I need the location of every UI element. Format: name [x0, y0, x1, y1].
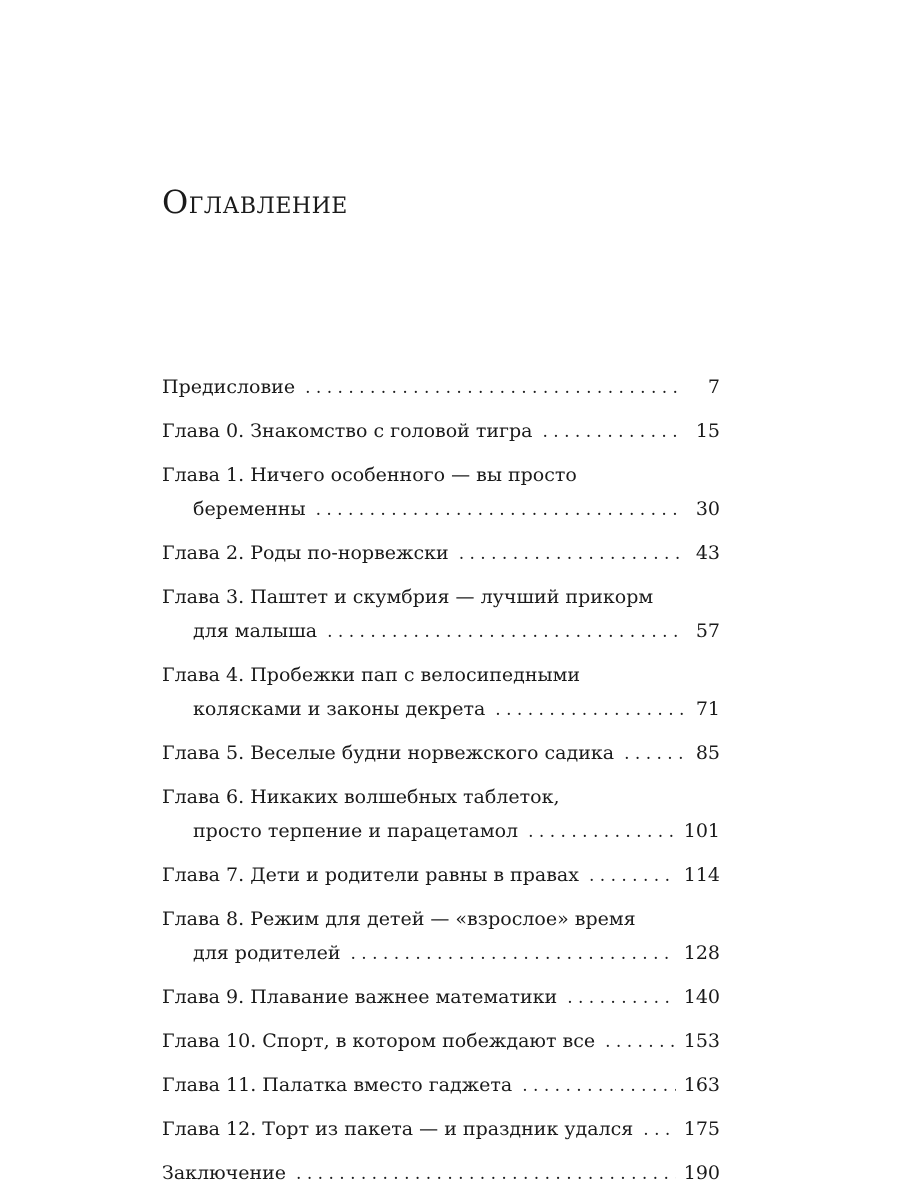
toc-entry-title: Глава 10. Спорт, в котором побеждают все [162, 1030, 596, 1052]
toc-page-number: 114 [683, 864, 720, 886]
table-of-contents [162, 370, 720, 1200]
toc-entry[interactable] [162, 902, 720, 970]
dot-leader [605, 1025, 676, 1059]
toc-entry-line [162, 370, 720, 404]
toc-entry-line [162, 414, 720, 448]
toc-page-number: 101 [683, 820, 720, 842]
dot-leader [643, 1113, 675, 1147]
dot-leader [589, 859, 676, 893]
toc-page-number: 190 [683, 1162, 720, 1184]
toc-page-number: 128 [683, 942, 720, 964]
toc-entry-title: Глава 2. Роды по-норвежски [162, 542, 449, 564]
toc-entry-line [162, 1024, 720, 1058]
dot-leader [316, 493, 684, 527]
toc-entry-line [162, 536, 720, 570]
toc-entry-line [162, 858, 720, 892]
toc-entry-title: Глава 6. Никаких волшебных таблеток, [162, 786, 560, 808]
toc-entry[interactable] [162, 658, 720, 726]
toc-entry-line [162, 580, 720, 614]
dot-leader [567, 981, 676, 1015]
toc-entry-line [162, 458, 720, 492]
toc-entry[interactable] [162, 1112, 720, 1146]
toc-entry[interactable] [162, 458, 720, 526]
toc-entry-title: колясками и законы декрета [193, 698, 486, 720]
toc-entry-title: Глава 3. Паштет и скумбрия — лучший прикорм [162, 586, 654, 608]
toc-entry-line [162, 1068, 720, 1102]
toc-page-number: 71 [695, 698, 720, 720]
dot-leader [624, 737, 684, 771]
dot-leader [351, 937, 676, 971]
toc-entry-title: Глава 4. Пробежки пап с велосипедными [162, 664, 581, 686]
toc-page-number: 30 [695, 498, 720, 520]
toc-entry-title: Глава 8. Режим для детей — «взрослое» время [162, 908, 636, 930]
toc-entry[interactable] [162, 1156, 720, 1190]
toc-entry-line [162, 614, 720, 648]
toc-entry-line [162, 736, 720, 770]
dot-leader [528, 815, 676, 849]
toc-page-number: 15 [695, 420, 720, 442]
dot-leader [327, 615, 684, 649]
toc-entry[interactable] [162, 536, 720, 570]
toc-page-number: 175 [683, 1118, 720, 1140]
toc-entry[interactable] [162, 780, 720, 848]
toc-entry-title: Глава 9. Плавание важнее математики [162, 986, 558, 1008]
toc-entry-line [162, 658, 720, 692]
toc-entry-title: Заключение [162, 1162, 287, 1184]
toc-entry[interactable] [162, 580, 720, 648]
toc-entry-line [162, 1156, 720, 1190]
toc-entry-line [162, 692, 720, 726]
toc-entry-title: Глава 0. Знакомство с головой тигра [162, 420, 533, 442]
dot-leader [543, 415, 685, 449]
toc-page-number: 153 [683, 1030, 720, 1052]
dot-leader [459, 537, 684, 571]
toc-entry-title: для малыша [193, 620, 318, 642]
toc-entry[interactable] [162, 370, 720, 404]
toc-entry-line [162, 980, 720, 1014]
dot-leader [495, 693, 684, 727]
toc-page-number: 140 [683, 986, 720, 1008]
page-title: Оглавление [162, 183, 348, 221]
toc-page-number: 7 [707, 376, 720, 398]
toc-entry-title: просто терпение и парацетамол [193, 820, 519, 842]
toc-entry[interactable] [162, 736, 720, 770]
toc-entry[interactable] [162, 980, 720, 1014]
toc-entry-line [162, 814, 720, 848]
toc-entry-title: для родителей [193, 942, 341, 964]
toc-entry[interactable] [162, 858, 720, 892]
toc-entry-title: Глава 5. Веселые будни норвежского садика [162, 742, 615, 764]
toc-entry-line [162, 492, 720, 526]
toc-entry-line [162, 936, 720, 970]
toc-entry-title: Глава 12. Торт из пакета — и праздник удался [162, 1118, 634, 1140]
toc-entry-title: беременны [193, 498, 306, 520]
dot-leader [296, 1157, 676, 1191]
toc-entry[interactable] [162, 414, 720, 448]
toc-entry-title: Глава 11. Палатка вместо гаджета [162, 1074, 513, 1096]
toc-entry-title: Предисловие [162, 376, 296, 398]
toc-entry-title: Глава 1. Ничего особенного — вы просто [162, 464, 577, 486]
toc-entry-title: Глава 7. Дети и родители равны в правах [162, 864, 579, 886]
toc-entry[interactable] [162, 1068, 720, 1102]
toc-page-number: 85 [695, 742, 720, 764]
toc-entry[interactable] [162, 1024, 720, 1058]
toc-page-number: 43 [695, 542, 720, 564]
toc-page-number: 57 [695, 620, 720, 642]
dot-leader [522, 1069, 675, 1103]
dot-leader [305, 371, 684, 405]
toc-entry-line [162, 902, 720, 936]
toc-entry-line [162, 1112, 720, 1146]
toc-page-number: 163 [683, 1074, 720, 1096]
toc-entry-line [162, 780, 720, 814]
